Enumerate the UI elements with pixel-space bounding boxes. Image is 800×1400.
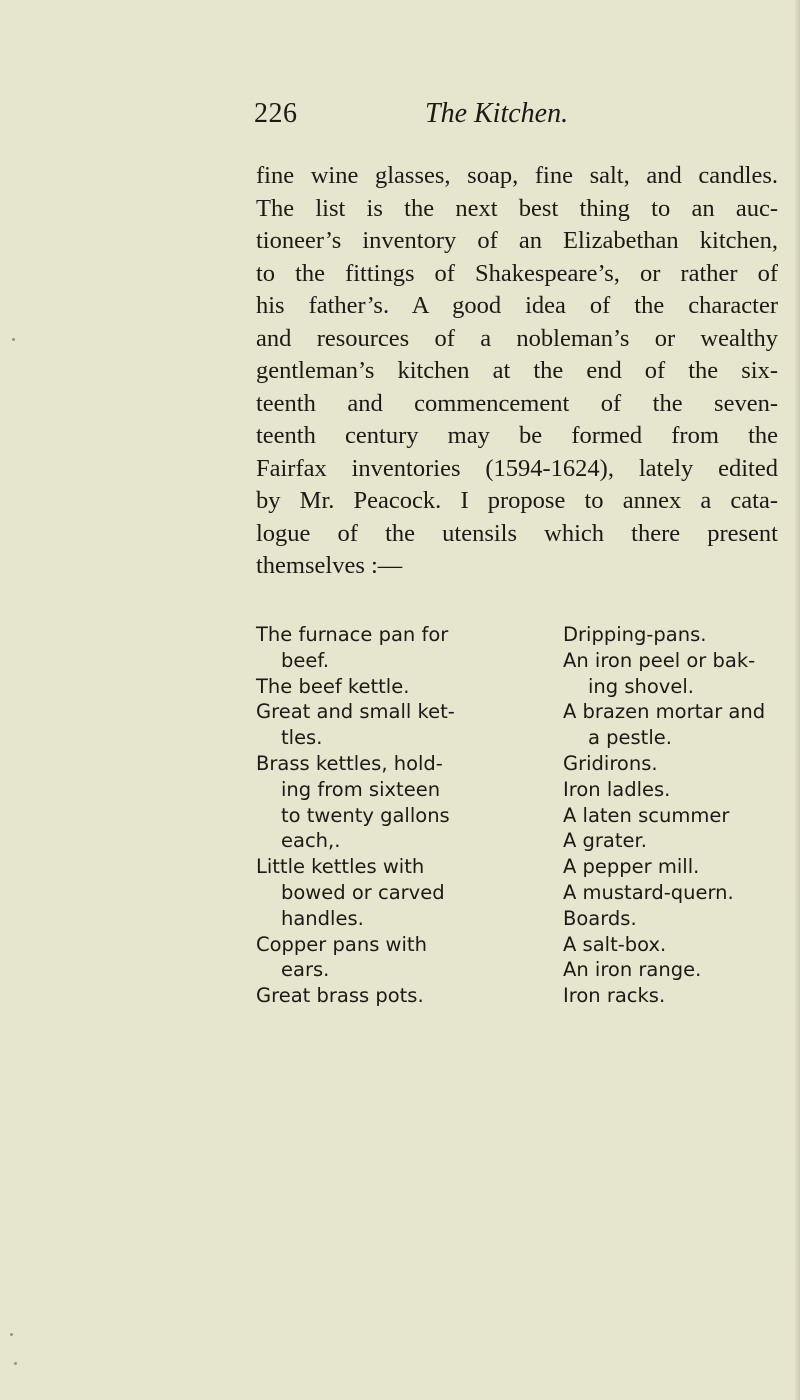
inventory-item: Little kettles with: [256, 855, 425, 879]
inventory-item-continuation: bowed or carved: [281, 880, 445, 904]
inventory-item: A grater.: [563, 829, 647, 853]
paragraph-line: Fairfax inventories (1594-1624), lately edited: [256, 454, 778, 482]
inventory-item: Great and small ket-: [256, 700, 455, 724]
inventory-item: Dripping-pans.: [563, 623, 707, 646]
inventory-item-continuation: beef.: [281, 648, 330, 672]
paragraph-line: tioneer’s inventory of an Elizabethan kitchen,: [256, 227, 778, 254]
inventory-right-column: [563, 622, 795, 1009]
body-paragraph: [256, 160, 778, 583]
inventory-item: Great brass pots.: [256, 984, 424, 1008]
inventory-item: A pepper mill.: [563, 855, 700, 879]
inventory-item: The beef kettle.: [256, 674, 410, 698]
inventory-item: An iron range.: [563, 958, 702, 982]
paper-speck: [14, 1362, 17, 1365]
paragraph-line: teenth century may be formed from the: [256, 422, 778, 449]
inventory-item: Brass kettles, hold-: [256, 751, 443, 775]
paper-speck: [12, 338, 15, 341]
inventory-item: Boards.: [563, 906, 637, 930]
paragraph-line: logue of the utensils which there present: [256, 519, 778, 547]
paragraph-line: The list is the next best thing to an auc-: [256, 194, 778, 222]
inventory-item-continuation: ears.: [281, 958, 330, 982]
inventory-item-continuation: handles.: [281, 906, 364, 930]
inventory-item-continuation: tles.: [281, 726, 323, 750]
paragraph-line: gentleman’s kitchen at the end of the six-: [256, 357, 778, 384]
inventory-item: An iron peel or bak-: [563, 648, 756, 672]
inventory-item: Iron racks.: [563, 984, 666, 1008]
paper-speck: [10, 1333, 13, 1336]
inventory-item-continuation: to twenty gallons: [281, 803, 450, 827]
inventory-item-continuation: each,.: [281, 829, 341, 853]
inventory-item: A laten scummer: [563, 803, 730, 827]
inventory-item: Gridirons.: [563, 751, 658, 775]
inventory-item: The furnace pan for: [256, 623, 449, 646]
page-number: 226: [254, 98, 298, 129]
inventory-item: Iron ladles.: [563, 777, 671, 801]
paragraph-line: his father’s. A good idea of the character: [256, 292, 778, 319]
paragraph-line: themselves :—: [256, 552, 403, 579]
inventory-item-continuation: a pestle.: [588, 726, 672, 750]
paragraph-line: fine wine glasses, soap, fine salt, and candles.: [256, 162, 778, 189]
paragraph-line: by Mr. Peacock. I propose to annex a cata-: [256, 487, 778, 514]
inventory-item: A mustard-quern.: [563, 880, 734, 904]
running-head: [0, 98, 800, 138]
inventory-item: A brazen mortar and: [563, 700, 766, 724]
paragraph-line: teenth and commencement of the seven-: [256, 389, 778, 417]
paragraph-line: and resources of a nobleman’s or wealthy: [256, 324, 778, 352]
inventory-left-column: [256, 622, 518, 1009]
inventory-item: A salt-box.: [563, 932, 667, 956]
inventory-item-continuation: ing from sixteen: [281, 777, 441, 801]
inventory-item: Copper pans with: [256, 932, 427, 956]
paragraph-line: to the fittings of Shakespeare’s, or rather of: [256, 259, 778, 287]
running-title: The Kitchen.: [425, 98, 569, 129]
inventory-item-continuation: ing shovel.: [588, 674, 694, 698]
